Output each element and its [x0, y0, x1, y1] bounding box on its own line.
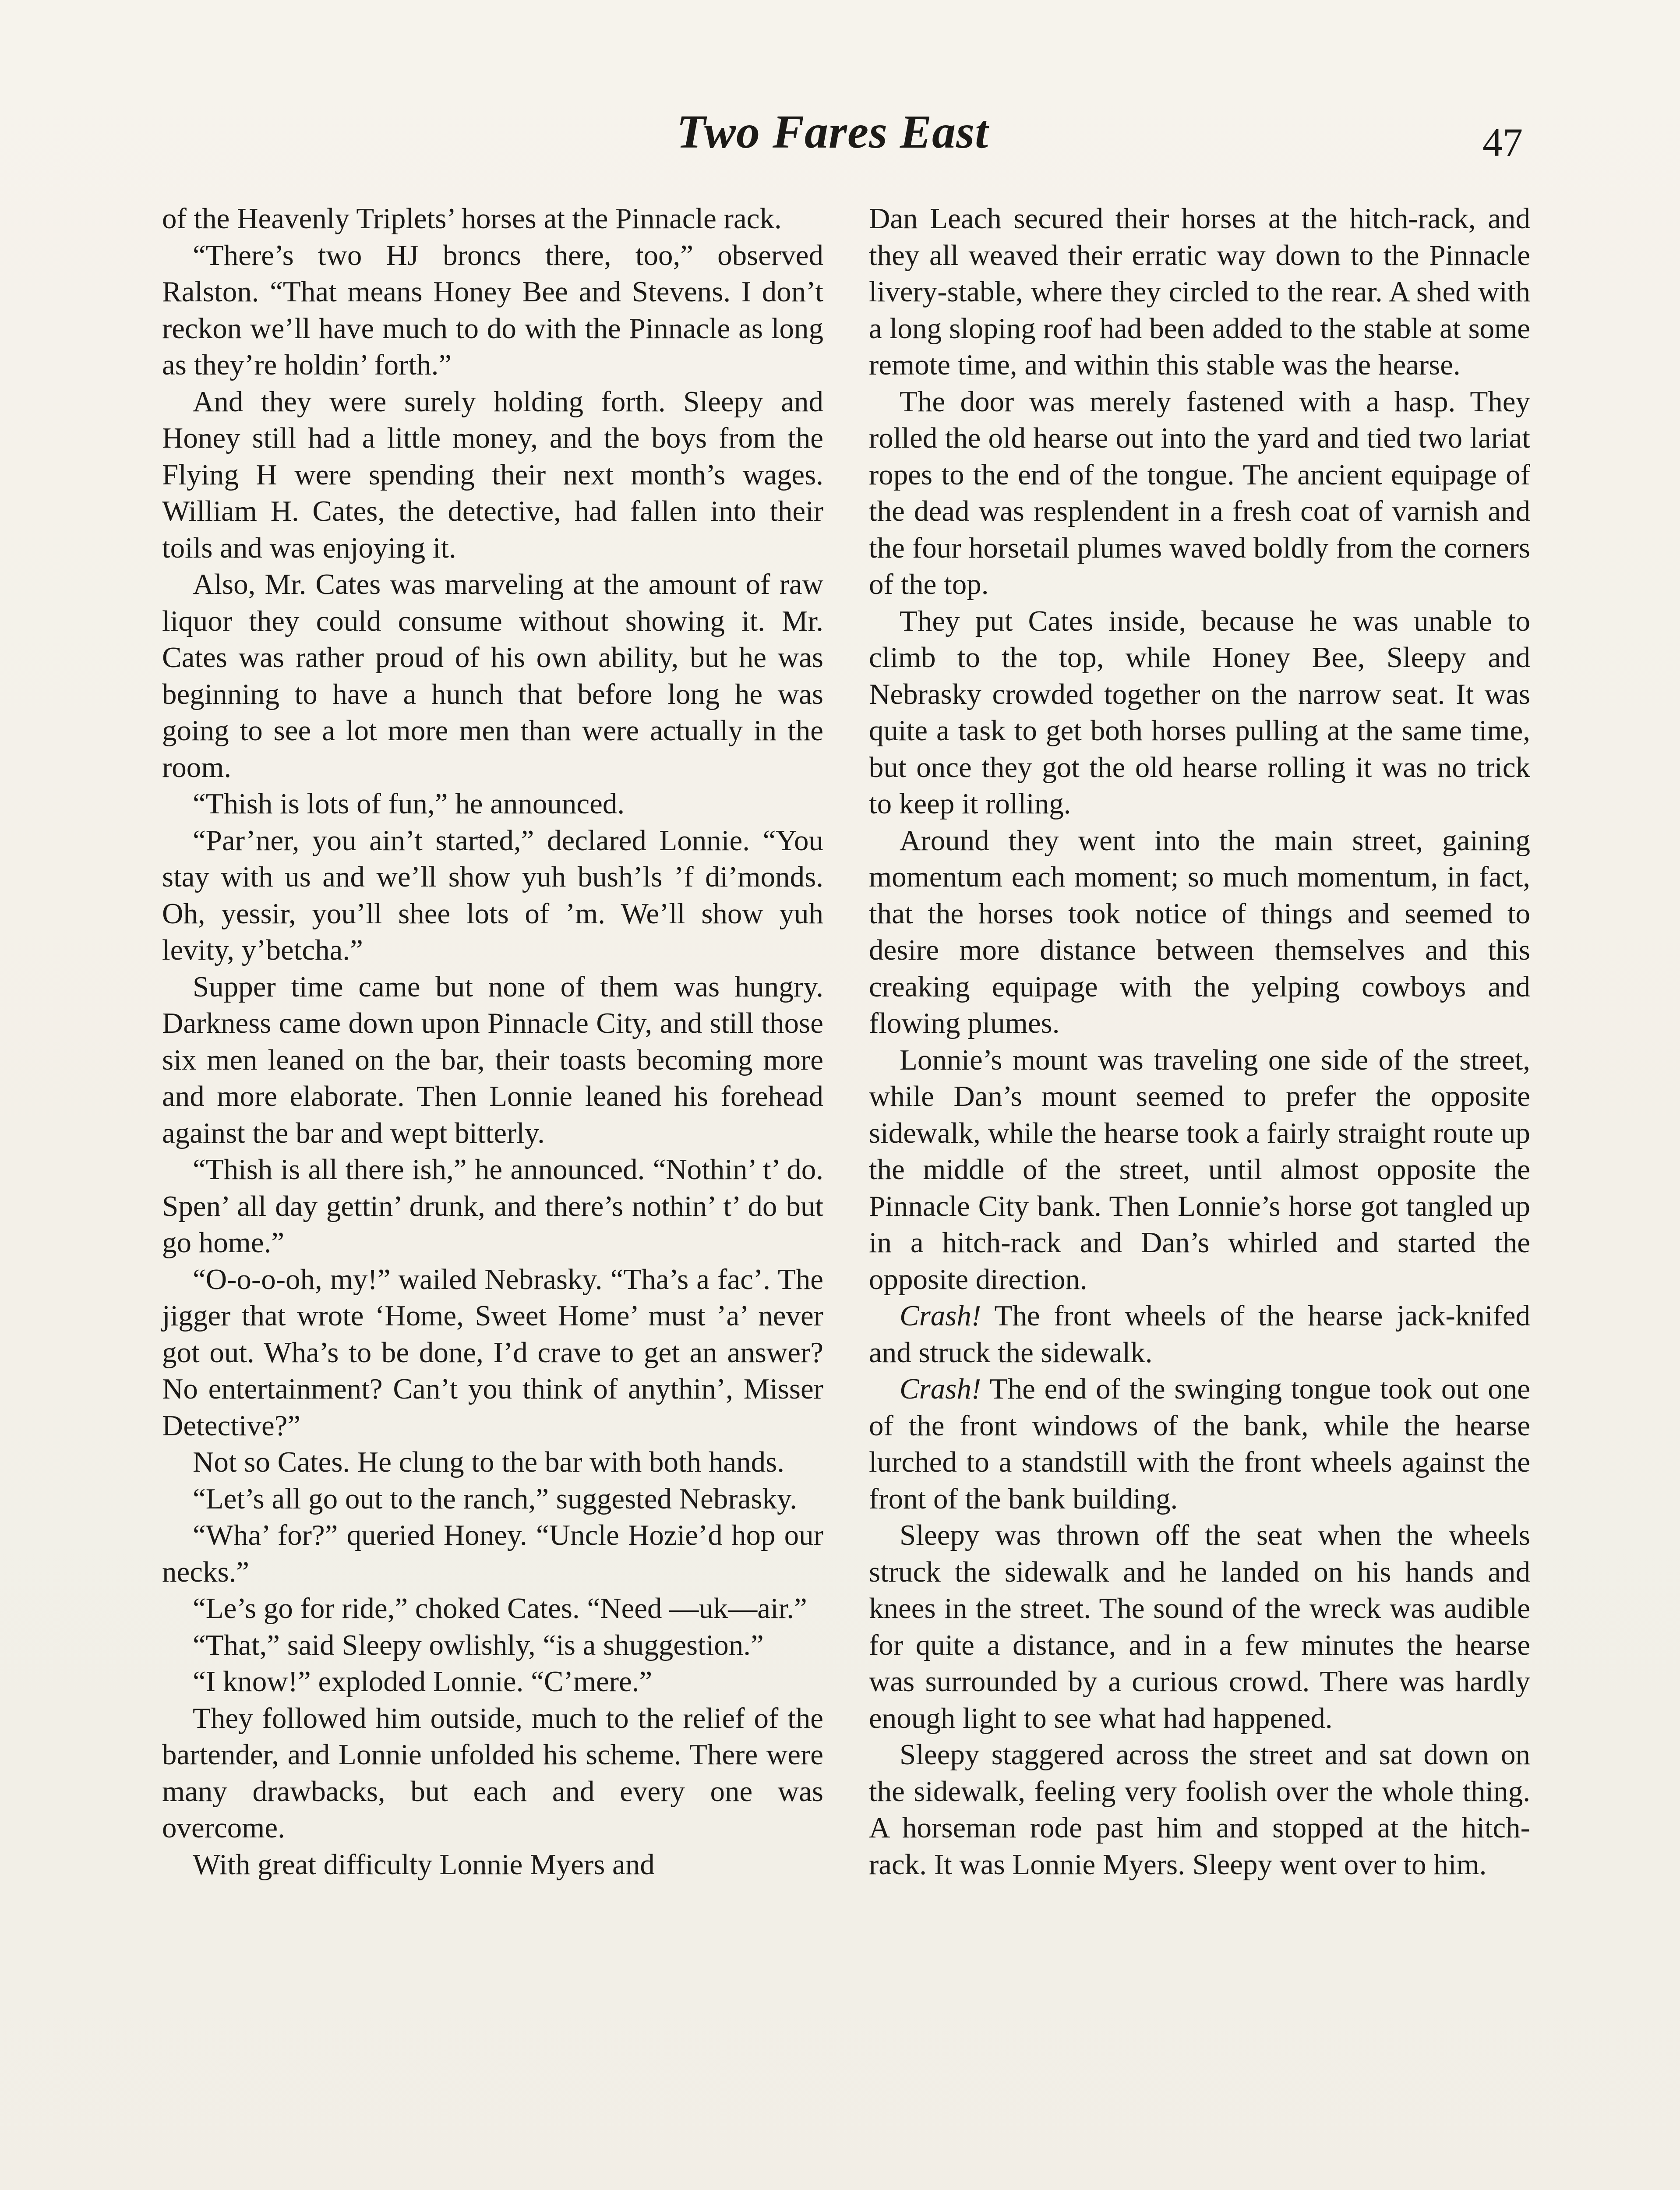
crash-emphasis: Crash!: [900, 1300, 981, 1332]
paragraph-crash-2: [869, 1371, 1530, 1517]
paragraph: They put Cates inside, because he was unable to climb to the top, while Honey Bee, Sleepy and Nebrasky crowded together on the narrow seat. It was quite a task to get both horses pulling at the same time, but once they got the old hearse rolling it was no trick to keep it rolling.: [869, 604, 1530, 820]
paragraph: Around they went into the main street, gaining momentum each moment; so much momentum, in fact, that the horses took notice of things and seemed to desire more distance between themselves and this creaking equipage with the yelping cowboys and flowing plumes.: [869, 824, 1530, 1039]
paragraph: of the Heavenly Triplets’ horses at the Pinnacle rack.: [162, 202, 782, 235]
paragraph: Not so Cates. He clung to the bar with both hands.: [193, 1446, 784, 1478]
left-text-column: [162, 201, 823, 1883]
paragraph: “Le’s go for ride,” choked Cates. “Need —uk—air.”: [193, 1592, 807, 1625]
paragraph: “Thish is all there ish,” he announced. “Nothin’ t’ do. Spen’ all day gettin’ drunk, and there’s nothin’ t’ do but go home.”: [162, 1153, 823, 1259]
paragraph: Supper time came but none of them was hungry. Darkness came down upon Pinnacle City, and still those six men leaned on the bar, their toasts becoming more and more elaborate. Then Lonnie leaned his forehead against the bar and wept bitterly.: [162, 970, 823, 1149]
crash-text: The end of the swinging tongue took out one of the front windows of the bank, while the hearse lurched to a standstill with the front wheels against the front of the bank building.: [869, 1373, 1530, 1515]
paragraph-crash-1: [869, 1298, 1530, 1371]
paragraph: The door was merely fastened with a hasp. They rolled the old hearse out into the yard and tied two lariat ropes to the end of the tongue. The ancient equipage of the dead was resplendent in a fresh coat of varnish and the four horsetail plumes waved boldly from the corners of the top.: [869, 385, 1530, 600]
paragraph: “That,” said Sleepy owlishly, “is a shuggestion.”: [193, 1628, 764, 1661]
paragraph: With great difficulty Lonnie Myers and: [193, 1848, 655, 1881]
paragraph: “I know!” exploded Lonnie. “C’mere.”: [193, 1665, 653, 1698]
paragraph: “Par’ner, you ain’t started,” declared Lonnie. “You stay with us and we’ll show yuh bush’ls ’f di’monds. Oh, yessir, you’ll shee lots of ’m. We’ll show yuh levity, y’betcha.”: [162, 824, 823, 966]
paragraph: “There’s two HJ broncs there, too,” observed Ralston. “That means Honey Bee and Stevens. I don’t reckon we’ll have much to do with the Pinnacle as long as they’re holdin’ forth.”: [162, 239, 823, 381]
paragraph: “Thish is lots of fun,” he announced.: [193, 788, 625, 820]
paragraph: Lonnie’s mount was traveling one side of the street, while Dan’s mount seemed to prefer the opposite sidewalk, while the hearse took a fairly straight route up the middle of the street, until almost opposite the Pinnacle City bank. Then Lonnie’s horse got tangled up in a hitch-rack and Dan’s whirled and started the opposite direction.: [869, 1043, 1530, 1296]
story-title: Two Fares East: [677, 106, 989, 158]
paragraph: Sleepy staggered across the street and sat down on the sidewalk, feeling very foolish over the whole thing. A horseman rode past him and stopped at the hitch-rack. It was Lonnie Myers. Sleepy went over to him.: [869, 1738, 1530, 1881]
paragraph: “Let’s all go out to the ranch,” suggested Nebrasky.: [193, 1482, 797, 1515]
paragraph: Sleepy was thrown off the seat when the wheels struck the sidewalk and he landed on his hands and knees in the street. The sound of the wreck was audible for quite a distance, and in a few minutes the hearse was surrounded by a curious crowd. There was hardly enough light to see what had happened.: [869, 1519, 1530, 1734]
paragraph: “O-o-o-oh, my!” wailed Nebrasky. “Tha’s a fac’. The jigger that wrote ‘Home, Sweet Home’ must ’a’ never got out. Wha’s to be done, I’d crave to get an answer? No entertainment? Can’t you think of anythin’, Misser Detective?”: [162, 1263, 823, 1442]
paragraph: Also, Mr. Cates was marveling at the amount of raw liquor they could consume without showing it. Mr. Cates was rather proud of his own ability, but he was beginning to have a hunch that before long he was going to see a lot more men than were actually in the room.: [162, 568, 823, 784]
paragraph: Dan Leach secured their horses at the hitch-rack, and they all weaved their erratic way down to the Pinnacle livery-stable, where they circled to the rear. A shed with a long sloping roof had been added to the stable at some remote time, and within this stable was the hearse.: [869, 202, 1530, 381]
crash-emphasis: Crash!: [900, 1373, 981, 1405]
paragraph: “Wha’ for?” queried Honey. “Uncle Hozie’d hop our necks.”: [162, 1519, 823, 1588]
crash-text: The front wheels of the hearse jack-knifed and struck the sidewalk.: [869, 1300, 1530, 1369]
page-number: 47: [1482, 120, 1523, 165]
running-header: [0, 105, 1680, 171]
right-text-column: [869, 201, 1530, 1883]
paragraph: They followed him outside, much to the relief of the bartender, and Lonnie unfolded his scheme. There were many drawbacks, but each and every one was overcome.: [162, 1702, 823, 1844]
paragraph: And they were surely holding forth. Sleepy and Honey still had a little money, and the boys from the Flying H were spending their next month’s wages. William H. Cates, the detective, had fallen into their toils and was enjoying it.: [162, 385, 823, 564]
